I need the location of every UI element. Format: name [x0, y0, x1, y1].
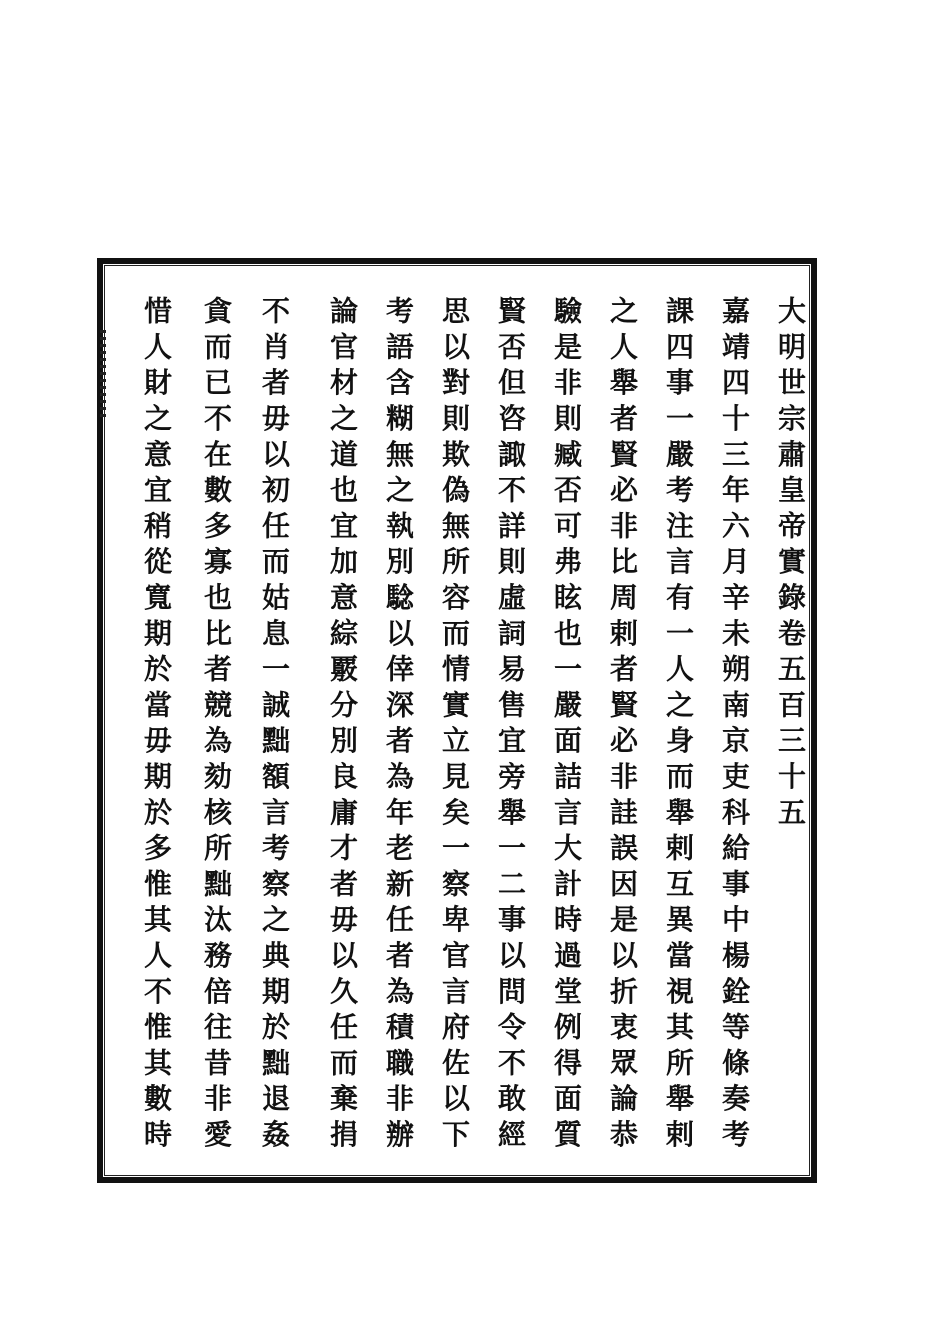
- text-column-4: 之人舉者賢必非比周剌者賢必非詿誤因是以折衷眾論恭: [606, 296, 639, 1156]
- text-column-9: 論官材之道也宜加意綜覈分別良庸才者毋以久任而棄捐: [326, 296, 359, 1156]
- text-column-7: 思以對則欺偽無所容而情實立見矣一察卑官言府佐以下: [438, 296, 471, 1156]
- text-column-1: 大明世宗肅皇帝實錄卷五百三十五: [774, 296, 807, 833]
- text-column-12: 惜人財之意宜稍從寬期於當毋期於多惟其人不惟其數時: [140, 296, 173, 1156]
- text-column-8: 考語含糊無之執別騐以倖深者為年老新任者為積職非辦: [382, 296, 415, 1156]
- text-column-11: 貪而已不在數多寡也比者競為劾核所黜汰務倍往昔非愛: [200, 296, 233, 1156]
- text-column-3: 課四事一嚴考注言有一人之身而舉剌互異當視其所舉剌: [662, 296, 695, 1156]
- binding-mark: [100, 330, 106, 420]
- text-column-5: 驗是非則臧否可弗眩也一嚴面詰言大計時過堂例得面質: [550, 296, 583, 1156]
- text-column-2: 嘉靖四十三年六月辛未朔南京吏科給事中楊銓等條奏考: [718, 296, 751, 1156]
- text-column-10: 不肖者毋以初任而姑息一誠黜額言考察之典期於黜退姦: [258, 296, 291, 1156]
- text-column-6: 賢否但咨諏不詳則虛詞易售宜旁舉一二事以問令不敢經: [494, 296, 527, 1156]
